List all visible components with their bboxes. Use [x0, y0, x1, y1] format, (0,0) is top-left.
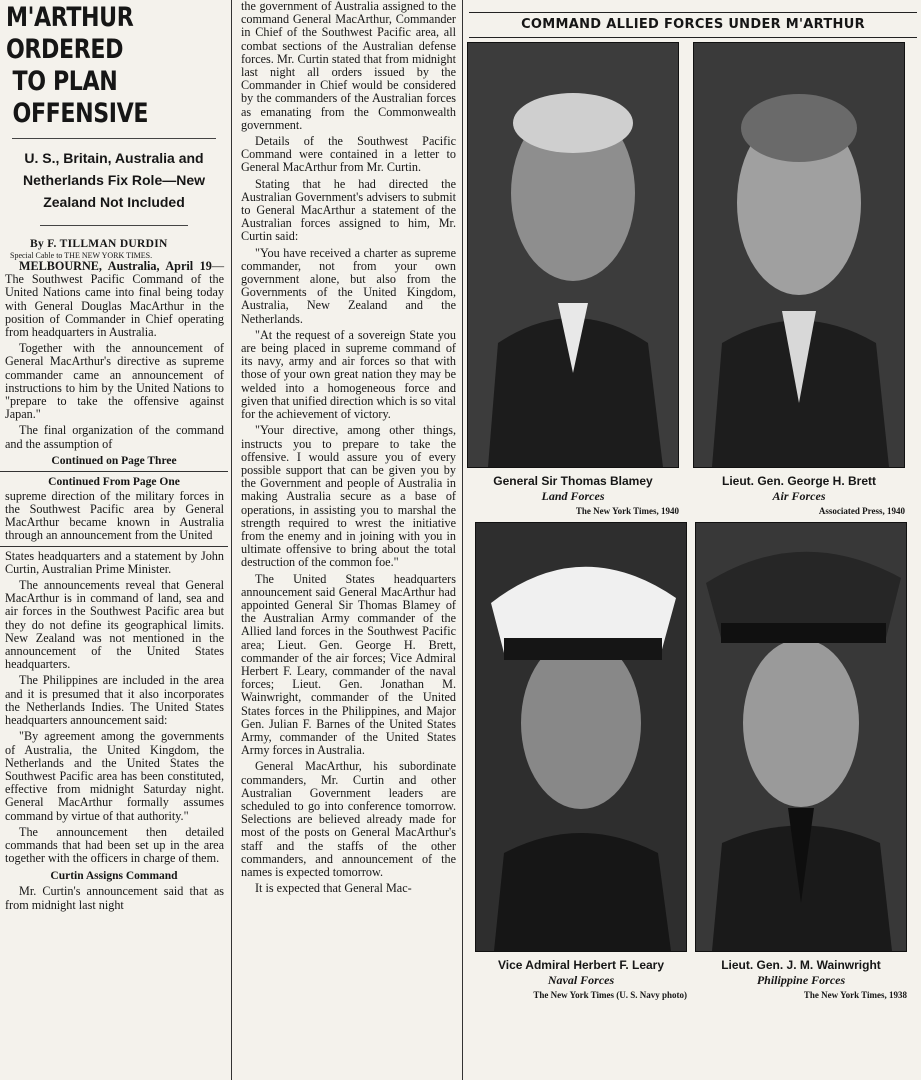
deck-divider	[12, 138, 216, 139]
photo-card-blamey	[467, 42, 679, 516]
col2-paragraph-4: "You have received a charter as supreme commander, not from your own government alone, but also from the Governments of the United Kingdom, Australia, New Zealand and the Netherlands.	[241, 245, 456, 326]
byline-divider	[40, 225, 188, 226]
photo-card-wainwright	[695, 522, 907, 1000]
column-1	[0, 0, 228, 1080]
column-2	[236, 0, 460, 1080]
photo-card-brett	[693, 42, 905, 516]
portrait-silhouette-icon	[468, 43, 678, 467]
paragraph-4: supreme direction of the military forces in the Southwest Pacific area by General MacArthur became known in Australia through an announcement from the United	[5, 488, 224, 543]
paragraph-3: The final organization of the command and the assumption of	[5, 423, 224, 451]
col2-paragraph-2: Details of the Southwest Pacific Command were contained in a letter to General MacArthur from Mr. Curtin.	[241, 134, 456, 175]
paragraph-1-text: —The Southwest Pacific Command of the United Nations came into final being today with General Douglas MacArthur in the position of Commander in Chief operating from headquarters in Australia.	[5, 259, 224, 340]
column-rule-2	[462, 0, 463, 1080]
caption-role: Naval Forces	[547, 973, 615, 987]
continued-on-label: Continued on Page Three	[51, 454, 177, 467]
caption-name: General Sir Thomas Blamey	[493, 474, 653, 488]
photo-card-leary	[475, 522, 687, 1000]
caption-credit: The New York Times (U. S. Navy photo)	[533, 990, 687, 1000]
photo-section	[465, 0, 921, 1080]
paragraph-6: The announcements reveal that General MacArthur is in command of land, sea and air forces in the Southwest Pacific area but they do not define its geographical limits. New Zealand was not mentioned in the announcement of the United States headquarters.	[5, 578, 224, 672]
caption-credit: Associated Press, 1940	[818, 506, 905, 516]
subhead-curtin: Curtin Assigns Command	[50, 870, 178, 883]
col2-paragraph-8: General MacArthur, his subordinate commanders, Mr. Curtin and other Australian Government leaders are scheduled to go into conference tomorrow. Selections are believed already made for most of the posts on General MacArthur's staff and the staffs of the other commanders, and announcement of the names is expected tomorrow.	[241, 759, 456, 879]
col2-paragraph-6: "Your directive, among other things, instructs you to prepare to take the offensive. I would assure you of every possible support that can be given you by the Government and people of Australia in making Australia secure as a base of operations, in assisting you to marshal the strength required to wrest the initiative from the enemy and in joining with you in ultimate offensive to bring about the total destruction of the common foe."	[241, 423, 456, 570]
deck-line-1: U. S., Britain, Australia and	[24, 150, 204, 166]
paragraph-1	[5, 260, 224, 339]
caption-name: Vice Admiral Herbert F. Leary	[497, 958, 665, 972]
portrait-silhouette-icon	[476, 523, 686, 951]
caption-credit: The New York Times, 1940	[575, 506, 679, 516]
paragraph-8: "By agreement among the governments of Australia, the United Kingdom, the Netherlands and the United States the Southwest Pacific area has been constituted, effective from midnight Saturday night. General MacArthur formally assumes command by virtue of that authority."	[5, 729, 224, 823]
portrait-silhouette-icon	[694, 43, 904, 467]
deck-line-3: Zealand Not Included	[43, 194, 185, 210]
headline-line-2: TO PLAN OFFENSIVE	[12, 66, 149, 129]
special-cable-credit: Special Cable to THE NEW YORK TIMES.	[10, 251, 153, 260]
col2-paragraph-1: the government of Australia assigned to the command General MacArthur, Commander in Chief of the Southwest Pacific area, all combat sections of the Australian defense forces. Mr. Curtin stated that from midnight last night all orders issued by the Commander in Chief would be considered by the commanders of the Australian forces as emanating from the Commonwealth government.	[241, 0, 456, 132]
jump-divider	[0, 471, 228, 472]
paragraph-2: Together with the announcement of General MacArthur's directive as supreme commander came an announcement of instructions to him by the United Nations to "prepare to take the offensive against Japan."	[5, 341, 224, 422]
byline: By F. TILLMAN DURDIN	[30, 238, 168, 250]
caption-credit: The New York Times, 1938	[803, 990, 907, 1000]
deck-line-2: Netherlands Fix Role—New	[22, 172, 206, 188]
paragraph-10: Mr. Curtin's announcement said that as from midnight last night	[5, 884, 224, 912]
caption-name: Lieut. Gen. J. M. Wainwright	[721, 958, 881, 972]
portrait-image	[695, 522, 907, 952]
portrait-silhouette-icon	[696, 523, 906, 951]
portrait-image	[693, 42, 905, 468]
caption-name: Lieut. Gen. George H. Brett	[721, 474, 877, 488]
headline	[6, 2, 223, 130]
headline-line-1: M'ARTHUR ORDERED	[6, 2, 134, 65]
paragraph-7: The Philippines are included in the area and it is presumed that it also incorporates the Netherlands Indies. The United States headquarters announcement said:	[5, 673, 224, 728]
col2-paragraph-9: It is expected that General Mac-	[255, 881, 412, 896]
deck-subheadline	[8, 147, 220, 213]
photo-banner: COMMAND ALLIED FORCES UNDER M'ARTHUR	[469, 12, 917, 38]
dateline: MELBOURNE, Australia, April 19	[19, 259, 212, 273]
col2-paragraph-7: The United States headquarters announcement said General MacArthur had appointed General Sir Thomas Blamey of the Australian Army commander of the Allied land forces in the Southwest Pacific area; Lieut. Gen. George H. Brett, commander of the air forces; Vice Admiral Herbert F. Leary, commander of the naval forces; Lieut. Gen. Jonathan M. Wainwright, commander of the United States forces in the Philippines, and Major Gen. Julian F. Barnes of the United States Army, commander of the United States Army forces in Australia.	[241, 571, 456, 758]
caption-role: Land Forces	[541, 489, 605, 503]
paragraph-9: The announcement then detailed commands that had been set up in the area together with the officers in charge of them.	[5, 824, 224, 866]
column-rule-1	[231, 0, 232, 1080]
portrait-image	[475, 522, 687, 952]
portrait-image	[467, 42, 679, 468]
col2-paragraph-5: "At the request of a sovereign State you are being placed in supreme command of its navy, army and air forces so that with those of your own great nation they may be welded into a homogeneous force and given that unified direction which is so vital for the achievement of victory.	[241, 327, 456, 422]
caption-role: Air Forces	[772, 489, 826, 503]
col2-paragraph-3: Stating that he had directed the Australian Government's advisers to submit to General MacArthur a statement of the Australian forces assigned to him, Mr. Curtin said:	[241, 176, 456, 244]
clipping-seam	[0, 546, 228, 547]
caption-role: Philippine Forces	[756, 973, 846, 987]
paragraph-5: States headquarters and a statement by John Curtin, Australian Prime Minister.	[5, 548, 224, 576]
continued-from-label: Continued From Page One	[48, 475, 180, 488]
